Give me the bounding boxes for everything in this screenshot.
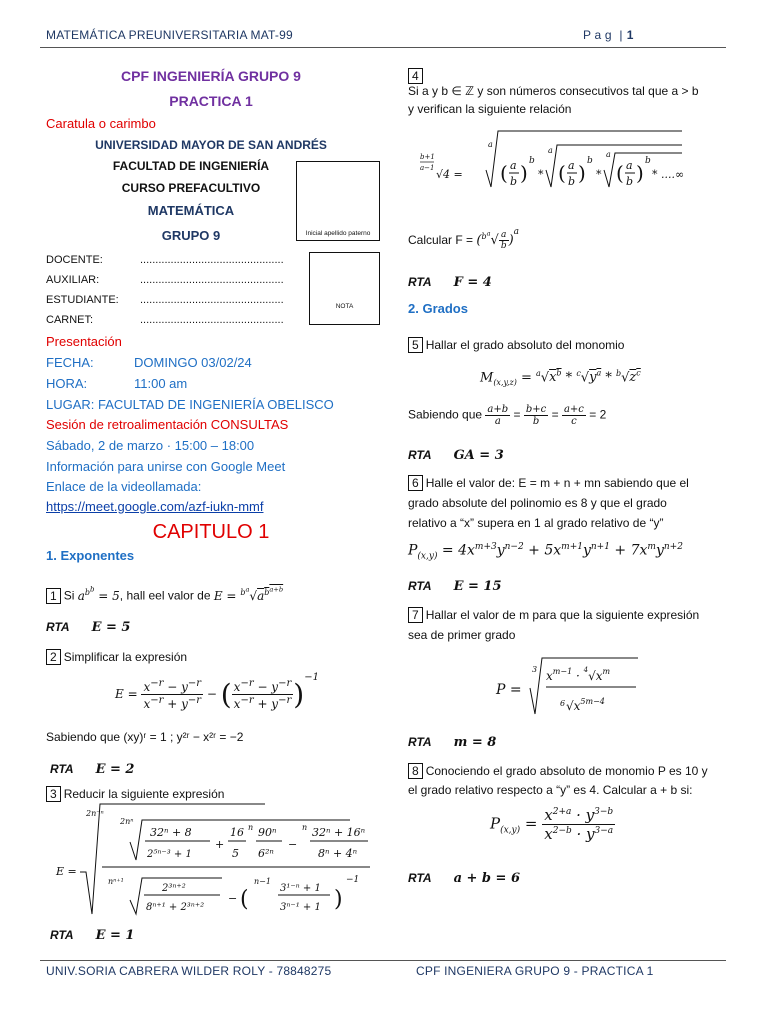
svg-text:b: b [645, 156, 651, 166]
footer-left: UNIV.SORIA CABRERA WILDER ROLY - 78848275 [46, 964, 332, 978]
fecha-label: FECHA: [46, 355, 94, 370]
svg-text:3: 3 [532, 665, 538, 674]
field-carnet: CARNET: ............................................... [46, 314, 284, 326]
svg-text:): ) [636, 161, 644, 185]
svg-text:(: ( [500, 161, 508, 185]
nota-box [309, 252, 380, 325]
svg-text:2⁵ⁿ⁻³ + 1: 2⁵ⁿ⁻³ + 1 [147, 849, 192, 860]
field-docente: DOCENTE: ............................................... [46, 254, 284, 266]
svg-text:5: 5 [232, 847, 239, 860]
svg-text:n−1: n−1 [254, 877, 271, 886]
subject: MATEMÁTICA [147, 203, 235, 218]
header-page-label: P a g [583, 28, 612, 42]
fecha2: Sábado, 2 de marzo · 15:00 – 18:00 [46, 438, 255, 453]
meet-info: Información para unirse con Google Meet [46, 459, 286, 474]
svg-text:−: − [288, 838, 298, 851]
footer-right: CPF INGENIERA GRUPO 9 - PRACTICA 1 [416, 964, 654, 978]
svg-text:−1: −1 [346, 875, 360, 885]
problem-6-text2: grado absolute del polinomio es 8 y que el grado [408, 496, 667, 510]
svg-text:*: * [596, 168, 602, 181]
problem-2-formula: E = $\frac{x^{-r} - y^{-r}}{x^{-r} + y^{-r}}$ − ( $\frac{x^{-r} - y^{-r}}{x^{-r} + y^{-r}}$ )$^{-1}$ [115, 672, 319, 711]
problem-6-text3: relativo a “x” supera en 1 al grado relativo de “y” [408, 516, 664, 530]
svg-text:b: b [529, 156, 535, 166]
caratula-fields [46, 254, 306, 334]
field-auxiliar: AUXILIAR: ............................................... [46, 274, 284, 286]
svg-text:−: − [228, 892, 238, 905]
svg-text:3ⁿ⁻¹ + 1: 3ⁿ⁻¹ + 1 [280, 902, 321, 913]
svg-text:a: a [626, 159, 633, 172]
svg-text:2n⁻ⁿ: 2n⁻ⁿ [86, 809, 104, 818]
svg-text:2nⁿ: 2nⁿ [120, 817, 134, 826]
footer-rule [40, 960, 726, 961]
rta-5: RTA GA = 3 [408, 448, 504, 463]
nota-box-label: NOTA [335, 303, 354, 310]
svg-text:a−1: a−1 [420, 164, 435, 172]
svg-text:b+1: b+1 [420, 153, 435, 161]
meet-link[interactable]: https://meet.google.com/azf-iukn-mmf [46, 499, 264, 514]
svg-text:3¹⁻ⁿ + 1: 3¹⁻ⁿ + 1 [280, 883, 321, 894]
problem-4-formula [420, 125, 690, 200]
university: UNIVERSIDAD MAYOR DE SAN ANDRÉS [95, 138, 327, 152]
problem-7-text1: 7 Hallar el valor de m para que la siguiente expresión [408, 607, 699, 623]
course: CURSO PREFACULTIVO [121, 181, 261, 195]
svg-text:8ⁿ⁺¹ + 2³ⁿ⁺²: 8ⁿ⁺¹ + 2³ⁿ⁺² [146, 902, 205, 913]
problem-6-formula: $P_{(x,y)} = 4x^{m+3}y^{n-2} + 5x^{m+1}y^{n+1} + 7x^my^{n+2}$ [408, 542, 683, 562]
section-grados: 2. Grados [408, 301, 468, 316]
svg-text:): ) [520, 161, 528, 185]
svg-text:a: a [488, 140, 493, 149]
svg-text:b: b [587, 156, 593, 166]
rta-7: RTA m = 8 [408, 735, 497, 750]
header-title: MATEMÁTICA PREUNIVERSITARIA MAT-99 [46, 28, 293, 42]
header-page: P a g | 1 [583, 28, 634, 42]
problem-6-text1: 6 Halle el valor de: E = m + n + mn sabiendo que el [408, 475, 689, 491]
svg-text:a: a [606, 150, 611, 159]
video-label: Enlace de la videollamada: [46, 479, 202, 494]
section-exponentes: 1. Exponentes [46, 548, 135, 563]
faculty: FACULTAD DE INGENIERÍA [112, 159, 270, 173]
problem-8-text1: 8 Conociendo el grado absoluto de monomio P es 10 y [408, 763, 708, 779]
svg-text:(: ( [558, 161, 566, 185]
rta-2: RTA E = 2 [50, 762, 135, 777]
problem-3-formula [50, 802, 380, 920]
svg-text:6²ⁿ: 6²ⁿ [258, 847, 274, 860]
apellido-box [296, 161, 380, 241]
problem-5-formula: $M_{(x,y,z)} = ^a√x^b * ^c√y^a * ^b√z^c$ [480, 369, 641, 387]
problem-1: 1 Si $a^{b^b} = 5$, hall eel valor de $E = ^{b^a}√a^{b^{a+b}}$ [46, 585, 283, 604]
svg-text:16: 16 [230, 826, 244, 839]
svg-text:P =: P = [496, 682, 522, 698]
svg-text:(: ( [616, 161, 624, 185]
sesion: Sesión de retroalimentación CONSULTAS [46, 417, 289, 432]
problem-4-text1: Si a y b ∈ ℤ y son números consecutivos tal que a > b [408, 84, 699, 98]
svg-text:* ....∞: * ....∞ [652, 168, 685, 181]
svg-text:6: 6 [560, 699, 566, 708]
problem-7-text2: sea de primer grado [408, 628, 516, 642]
svg-text:n: n [248, 823, 254, 832]
svg-text:b: b [626, 175, 634, 188]
problem-5-given: Sabiendo que $\frac{a+b}{a}$ = $\frac{b+c}{b}$ = $\frac{a+c}{c}$ = 2 [408, 404, 607, 427]
problem-4-number: 4 [408, 68, 426, 84]
hora-value: 11:00 am [134, 376, 188, 391]
svg-text:90ⁿ: 90ⁿ [258, 826, 277, 839]
svg-text:E =: E = [56, 865, 77, 878]
fecha-value: DOMINGO 03/02/24 [134, 355, 252, 370]
svg-text:+: + [215, 838, 225, 851]
svg-text:b: b [568, 175, 576, 188]
problem-8-text2: el grado relativo respecto a “y” es 4. Calcular a + b si: [408, 783, 693, 797]
svg-text:a: a [568, 159, 575, 172]
problem-5: 5 Hallar el grado absoluto del monomio [408, 337, 624, 353]
header-page-number: 1 [626, 28, 634, 42]
caratula-label: Caratula o carimbo [46, 116, 156, 131]
svg-text:32ⁿ + 16ⁿ: 32ⁿ + 16ⁿ [312, 826, 366, 839]
problem-8-formula: $P_{(x,y)}$ = $\frac{x^{2+a} \cdot y^{3-b}}{x^{2-b} \cdot y^{3-a}}$ [490, 806, 614, 843]
svg-text:2³ⁿ⁺²: 2³ⁿ⁺² [162, 883, 186, 894]
svg-text:): ) [578, 161, 586, 185]
problem-4-calc: Calcular F = ($^{b^a}$√ $\frac{a}{b}$ )$^a$ [408, 227, 520, 251]
problem-2-given: Sabiendo que (xy)ʳ = 1 ; y²ʳ − x²ʳ = −2 [46, 730, 244, 744]
apellido-box-label: Inicial apellido paterno [305, 230, 371, 237]
problem-4-text2: y verifican la siguiente relación [408, 102, 572, 116]
rta-1: RTA E = 5 [46, 620, 131, 635]
problem-3: 3 Reducir la siguiente expresión [46, 786, 224, 802]
svg-text:a: a [548, 146, 553, 155]
svg-text:b: b [510, 175, 518, 188]
lugar: LUGAR: FACULTAD DE INGENIERÍA OBELISCO [46, 397, 334, 412]
svg-text:*: * [538, 168, 544, 181]
problem-7-formula [490, 652, 650, 722]
svg-text:nⁿ⁺¹: nⁿ⁺¹ [108, 877, 124, 886]
group: GRUPO 9 [161, 228, 221, 243]
svg-text:√4 =: √4 = [436, 168, 463, 181]
title-line1: CPF INGENIERÍA GRUPO 9 [121, 68, 301, 84]
svg-text:): ) [334, 887, 343, 912]
rta-6: RTA E = 15 [408, 579, 502, 594]
svg-text:8ⁿ + 4ⁿ: 8ⁿ + 4ⁿ [318, 847, 358, 860]
field-estudiante: ESTUDIANTE: ............................................... [46, 294, 284, 306]
svg-text:n: n [302, 823, 308, 832]
hora-label: HORA: [46, 376, 88, 391]
svg-text:32ⁿ + 8: 32ⁿ + 8 [150, 826, 192, 839]
rta-3: RTA E = 1 [50, 928, 135, 943]
title-line2: PRACTICA 1 [169, 93, 253, 109]
capitulo-title: CAPITULO 1 [152, 521, 270, 543]
svg-text:(: ( [240, 887, 249, 912]
rta-4: RTA F = 4 [408, 275, 492, 290]
presentacion-label: Presentación [46, 334, 122, 349]
svg-text:xm−1 · 4√xm: $x^{m-1} \cdot ^4√x^m$ [546, 666, 611, 683]
svg-text:√x5m−4: $√x^{5m-4}$ [566, 697, 605, 713]
svg-text:a: a [510, 159, 517, 172]
rta-8: RTA a + b = 6 [408, 871, 521, 886]
problem-2: 2 Simplificar la expresión [46, 649, 187, 665]
header-rule [40, 47, 726, 48]
